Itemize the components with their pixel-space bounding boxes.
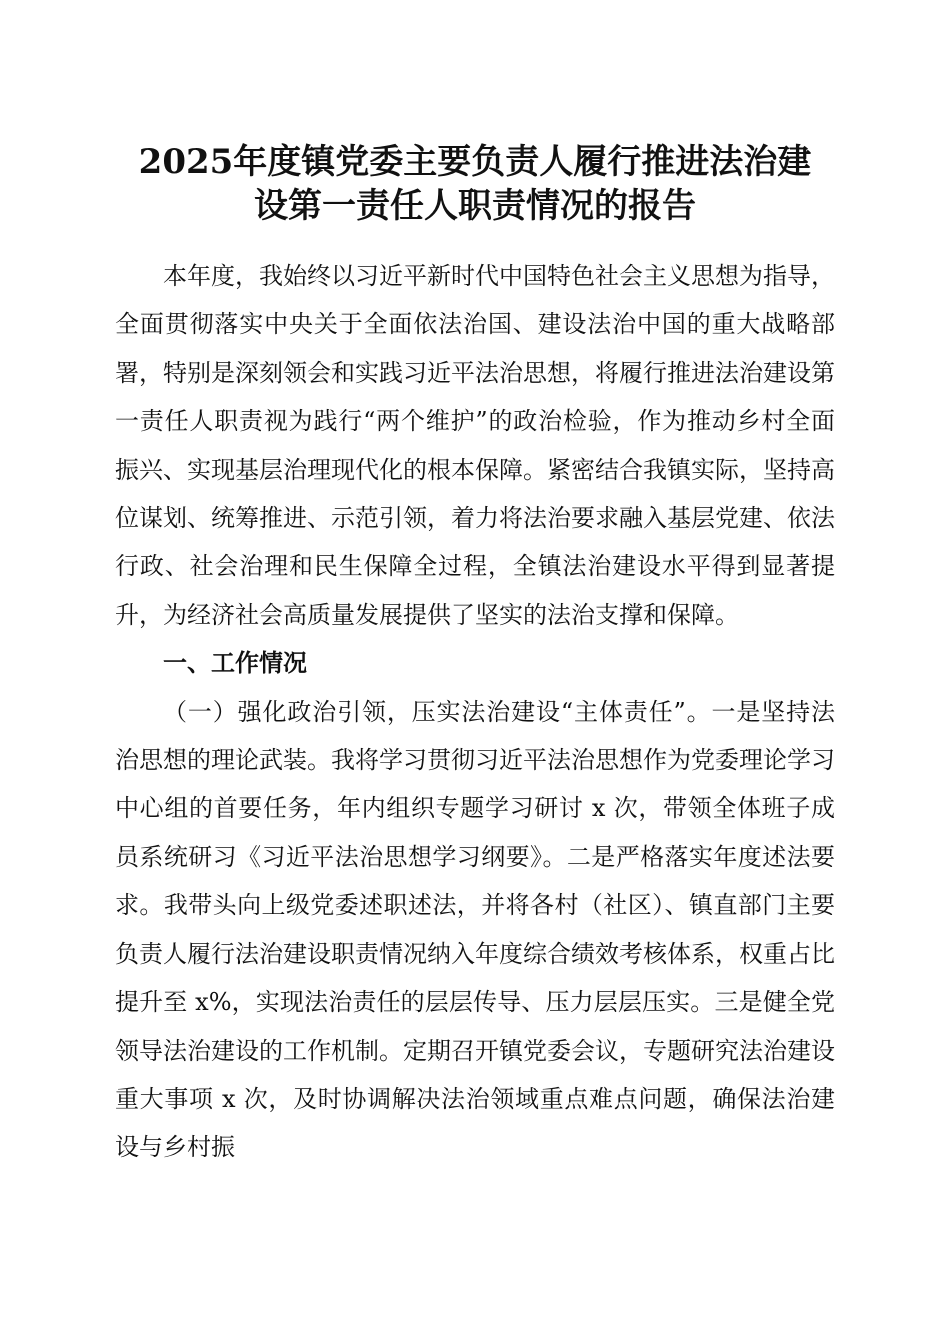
- intro-paragraph: 本年度，我始终以习近平新时代中国特色社会主义思想为指导，全面贯彻落实中央关于全面依法治国、建设法治中国的重大战略部署，特别是深刻领会和实践习近平法治思想，将履行推进法治建设第一责任人职责视为践行“两个维护”的政治检验，作为推动乡村全面振兴、实现基层治理现代化的根本保障。紧密结合我镇实际，坚持高位谋划、统筹推进、示范引领，着力将法治要求融入基层党建、依法行政、社会治理和民生保障全过程，全镇法治建设水平得到显著提升，为经济社会高质量发展提供了坚实的法治支撑和保障。: [115, 262, 835, 629]
- section-heading-work-status: 一、工作情况: [163, 649, 307, 678]
- title-line-2: 设第一责任人职责情况的报告: [254, 186, 696, 226]
- section-1-paragraph-1: （一）强化政治引领，压实法治建设“主体责任”。一是坚持法治思想的理论武装。我将学习贯彻习近平法治思想作为党委理论学习中心组的首要任务，年内组织专题学习研讨 x 次，带领全体班子成员系统研习《习近平法治思想学习纲要》。二是严格落实年度述法要求。我带头向上级党委述职述法，并将各村（社区）、镇直部门主要负责人履行法治建设职责情况纳入年度综合绩效考核体系，权重占比提升至 x%，实现法治责任的层层传导、压力层层压实。三是健全党领导法治建设的工作机制。定期召开镇党委会议，专题研究法治建设重大事项 x 次，及时协调解决法治领域重点难点问题，确保法治建设与乡村振: [115, 697, 835, 1162]
- document-body: [115, 252, 835, 1172]
- title-line-1: 2025年度镇党委主要负责人履行推进法治建: [138, 142, 812, 182]
- document-title: [100, 140, 850, 228]
